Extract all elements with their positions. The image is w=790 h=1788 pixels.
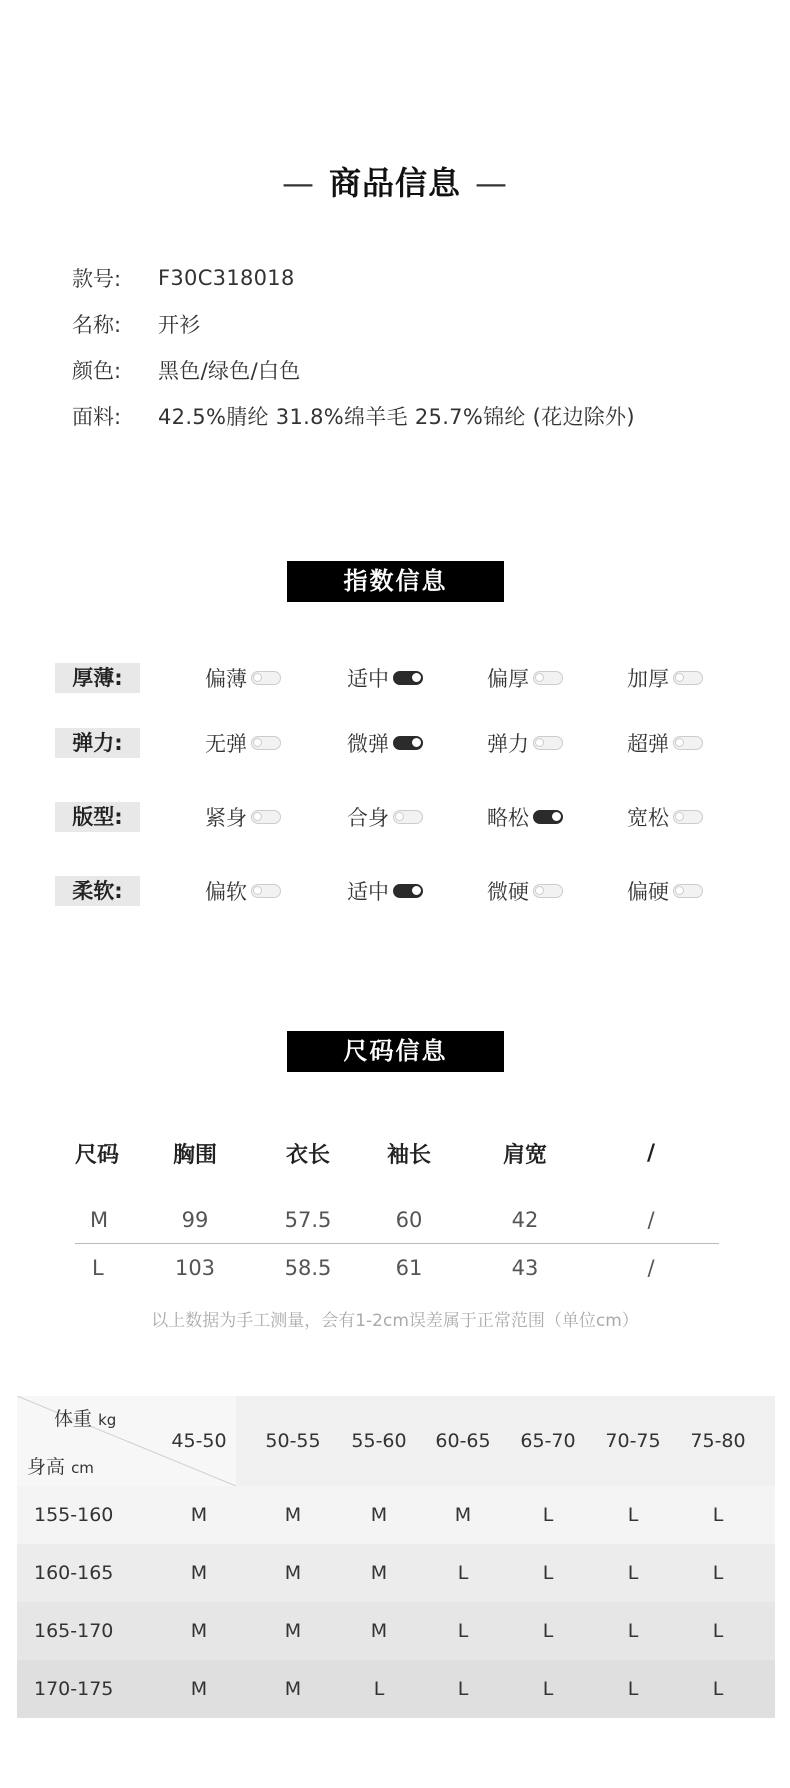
index-option-label: 紧身 [205, 806, 247, 830]
recommended-size-cell: M [284, 1562, 302, 1584]
size-cell: 58.5 [284, 1256, 332, 1280]
size-header-cell: / [646, 1140, 656, 1166]
index-option [347, 802, 423, 832]
recommended-size-cell: L [542, 1620, 554, 1642]
index-option [627, 663, 703, 693]
recommended-size-cell: M [454, 1504, 472, 1526]
weight-range-header: 65-70 [520, 1430, 576, 1452]
index-option [205, 876, 281, 906]
index-option-label: 微硬 [487, 880, 529, 904]
index-option [487, 802, 563, 832]
recommended-size-cell: L [712, 1562, 724, 1584]
toggle-off-icon [251, 810, 281, 824]
size-header-cell: 衣长 [285, 1142, 330, 1168]
recommended-size-cell: M [284, 1504, 302, 1526]
index-row-label: 厚薄: [55, 663, 140, 693]
index-option-label: 无弹 [205, 732, 247, 756]
index-option [205, 728, 281, 758]
size-table-header [75, 1130, 719, 1176]
measurement-note: 以上数据为手工测量，会有1-2cm误差属于正常范围（单位cm） [151, 1311, 639, 1331]
index-option [205, 802, 281, 832]
weight-range-header: 55-60 [351, 1430, 407, 1452]
info-key: 面料: [72, 405, 122, 429]
index-row [55, 663, 745, 693]
info-key: 名称: [72, 313, 122, 337]
recommended-size-cell: L [457, 1620, 469, 1642]
height-range-cell: 170-175 [34, 1678, 114, 1700]
product-info-title-text: 商品信息 [328, 164, 461, 202]
size-cell: 57.5 [284, 1207, 332, 1232]
toggle-on-icon [393, 671, 423, 685]
index-option-label: 偏厚 [487, 667, 529, 691]
size-cell: / [647, 1207, 655, 1232]
toggle-off-icon [673, 810, 703, 824]
info-value: F30C318018 [158, 266, 295, 290]
toggle-off-icon [393, 810, 423, 824]
recommended-size-cell: M [284, 1620, 302, 1642]
size-reference-row [17, 1544, 775, 1602]
weight-label: 体重 [54, 1408, 93, 1430]
height-range-cell: 155-160 [34, 1504, 114, 1526]
index-option [627, 728, 703, 758]
size-reference-header [17, 1396, 775, 1486]
size-cell: 99 [181, 1207, 209, 1232]
recommended-size-cell: L [627, 1562, 639, 1584]
index-option-label: 合身 [347, 806, 389, 830]
index-info-title: 指数信息 [287, 561, 504, 602]
index-option-label: 偏软 [205, 880, 247, 904]
size-table-row [75, 1244, 719, 1292]
weight-range-header: 60-65 [435, 1430, 491, 1452]
weight-range-header: 75-80 [690, 1430, 746, 1452]
index-option-label: 宽松 [627, 806, 669, 830]
info-key: 款号: [72, 267, 122, 291]
toggle-off-icon [251, 671, 281, 685]
recommended-size-cell: L [627, 1620, 639, 1642]
info-key: 颜色: [72, 359, 122, 383]
size-reference-table [17, 1396, 775, 1718]
info-value: 黑色/绿色/白色 [158, 359, 301, 383]
height-label: 身高 [27, 1456, 66, 1478]
product-info-list [72, 255, 635, 439]
info-row-color [72, 347, 635, 393]
height-range-cell: 160-165 [34, 1562, 114, 1584]
recommended-size-cell: L [627, 1678, 639, 1700]
recommended-size-cell: M [190, 1562, 208, 1584]
height-range-cell: 165-170 [34, 1620, 114, 1642]
index-option-label: 弹力 [487, 732, 529, 756]
toggle-on-icon [533, 810, 563, 824]
height-unit: cm [71, 1459, 94, 1477]
weight-range-header: 45-50 [171, 1430, 227, 1452]
recommended-size-cell: L [542, 1504, 554, 1526]
recommended-size-cell: L [712, 1620, 724, 1642]
size-header-cell: 尺码 [75, 1142, 120, 1168]
size-reference-body [17, 1486, 775, 1718]
index-option-label: 略松 [487, 806, 529, 830]
info-row-style-no [72, 255, 635, 301]
size-info-title: 尺码信息 [287, 1031, 504, 1072]
index-row [55, 876, 745, 906]
toggle-off-icon [533, 671, 563, 685]
recommended-size-cell: L [373, 1678, 385, 1700]
toggle-off-icon [533, 736, 563, 750]
size-cell: 43 [511, 1256, 539, 1280]
recommended-size-cell: L [627, 1504, 639, 1526]
index-option-label: 超弹 [627, 732, 669, 756]
toggle-off-icon [533, 884, 563, 898]
index-row-label: 柔软: [55, 876, 140, 906]
size-cell: 60 [395, 1207, 423, 1232]
index-option-label: 偏薄 [205, 667, 247, 691]
product-info-title [0, 158, 790, 204]
recommended-size-cell: M [190, 1620, 208, 1642]
size-cell: L [92, 1256, 104, 1280]
index-option [487, 876, 563, 906]
toggle-off-icon [251, 736, 281, 750]
index-option [347, 876, 423, 906]
index-option [487, 728, 563, 758]
toggle-off-icon [673, 884, 703, 898]
index-option [347, 663, 423, 693]
size-reference-row [17, 1602, 775, 1660]
recommended-size-cell: M [370, 1504, 388, 1526]
info-row-fabric [72, 393, 635, 439]
weight-range-header: 50-55 [265, 1430, 321, 1452]
recommended-size-cell: M [284, 1678, 302, 1700]
toggle-off-icon [251, 884, 281, 898]
index-row-label: 弹力: [55, 728, 140, 758]
index-option-label: 适中 [347, 880, 389, 904]
size-cell: 61 [395, 1256, 423, 1280]
index-option [347, 728, 423, 758]
recommended-size-cell: L [457, 1562, 469, 1584]
recommended-size-cell: M [370, 1562, 388, 1584]
size-header-cell: 胸围 [172, 1142, 217, 1168]
index-row [55, 728, 745, 758]
recommended-size-cell: M [190, 1678, 208, 1700]
size-reference-row [17, 1486, 775, 1544]
toggle-on-icon [393, 736, 423, 750]
size-table-row [75, 1196, 719, 1244]
info-value: 42.5%腈纶 31.8%绵羊毛 25.7%锦纶 (花边除外) [158, 405, 635, 429]
recommended-size-cell: L [542, 1562, 554, 1584]
toggle-off-icon [673, 736, 703, 750]
recommended-size-cell: M [190, 1504, 208, 1526]
size-header-cell: 袖长 [386, 1142, 431, 1168]
title-dash-right: — [475, 164, 508, 202]
index-option-label: 微弹 [347, 732, 389, 756]
toggle-on-icon [393, 884, 423, 898]
index-option [487, 663, 563, 693]
recommended-size-cell: M [370, 1620, 388, 1642]
weight-columns [17, 1396, 775, 1486]
index-row-label: 版型: [55, 802, 140, 832]
weight-range-header: 70-75 [605, 1430, 661, 1452]
toggle-off-icon [673, 671, 703, 685]
size-cell: 103 [174, 1256, 216, 1280]
size-cell: M [90, 1207, 109, 1232]
size-reference-row [17, 1660, 775, 1718]
size-cell: / [647, 1256, 655, 1280]
recommended-size-cell: L [457, 1678, 469, 1700]
recommended-size-cell: L [712, 1678, 724, 1700]
weight-unit: kg [98, 1411, 117, 1429]
index-option [205, 663, 281, 693]
index-option-label: 加厚 [627, 667, 669, 691]
recommended-size-cell: L [542, 1678, 554, 1700]
index-option-label: 偏硬 [627, 880, 669, 904]
size-header-cell: 肩宽 [502, 1142, 547, 1168]
recommended-size-cell: L [712, 1504, 724, 1526]
index-option [627, 802, 703, 832]
info-row-name [72, 301, 635, 347]
info-value: 开衫 [158, 313, 201, 337]
size-cell: 42 [511, 1207, 539, 1232]
index-option [627, 876, 703, 906]
title-dash-left: — [281, 164, 315, 202]
index-row [55, 802, 745, 832]
index-option-label: 适中 [347, 667, 389, 691]
size-table [75, 1130, 719, 1292]
